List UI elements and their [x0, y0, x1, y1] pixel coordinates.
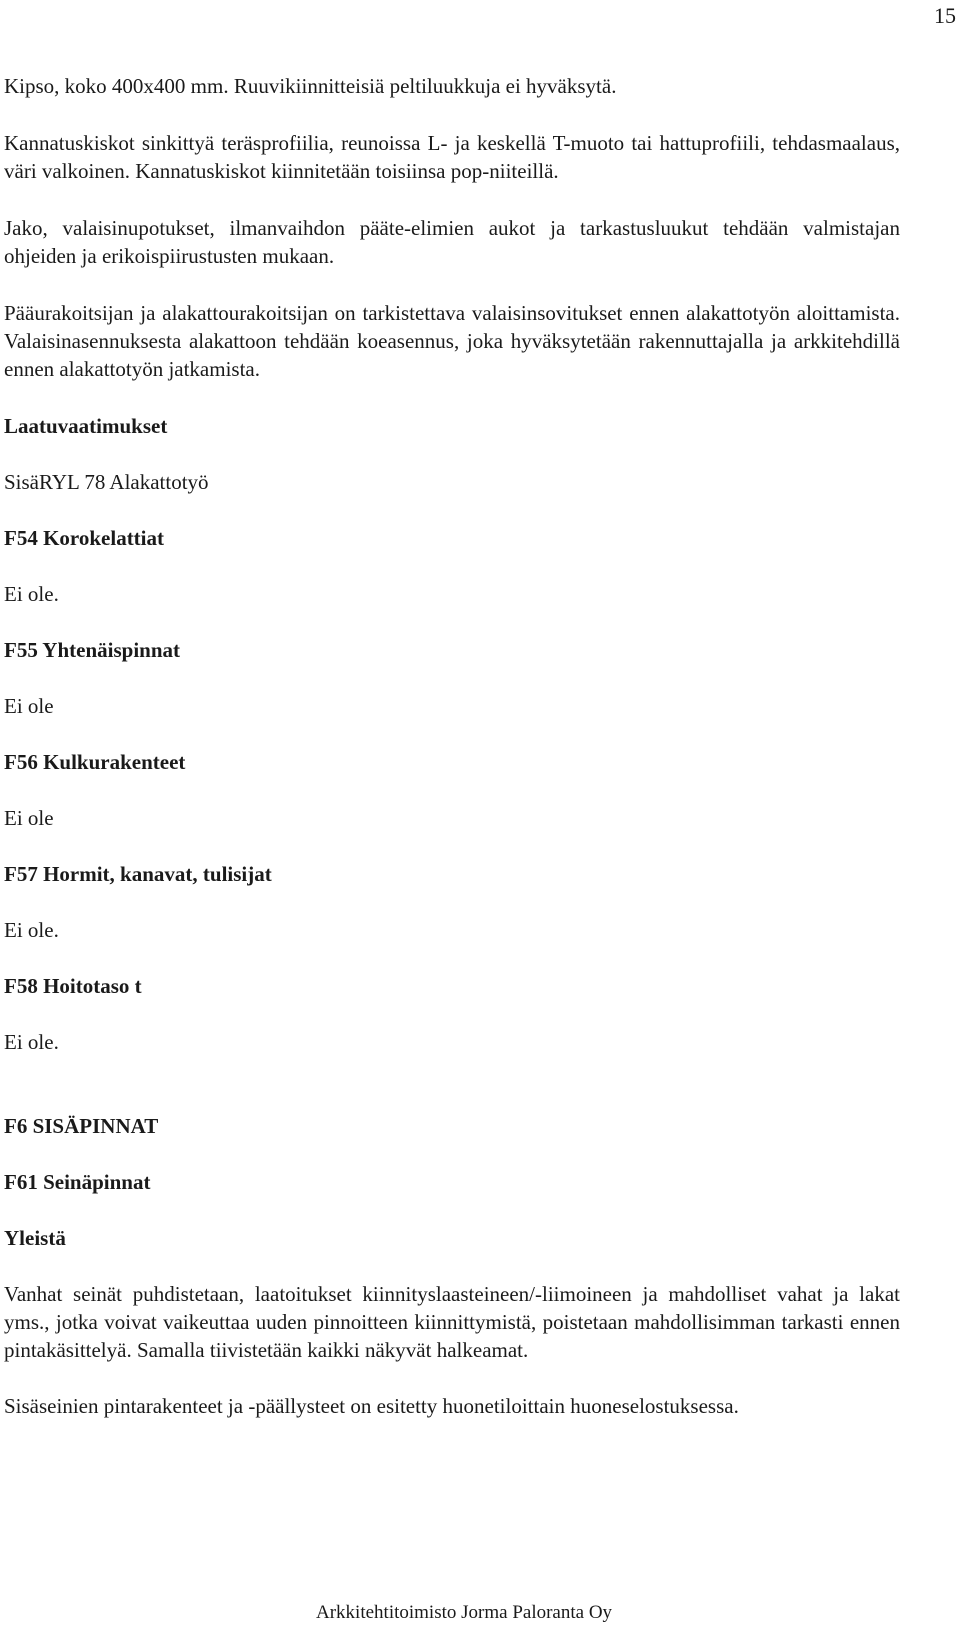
- paragraph-kipso: Kipso, koko 400x400 mm. Ruuvikiinnitteisiä peltiluukkuja ei hyväksytä.: [4, 74, 617, 98]
- section-text-f55: Ei ole: [4, 694, 54, 718]
- section-heading-f61: F61 Seinäpinnat: [4, 1170, 151, 1194]
- paragraph-vanhat-seinat: Vanhat seinät puhdistetaan, laatoitukset kiinnityslaasteineen/-liimoineen ja mahdolliset vahat ja lakat yms., jotka voivat vaikeuttaa uuden pinnoitteen kiinnittymistä, poistetaan mahdollisimman tarkasti ennen pintakäsittelyä. Samalla tiivistetään kaikki näkyvät halkeamat.: [4, 1282, 900, 1362]
- reference-sisaryl: SisäRYL 78 Alakattotyö: [4, 470, 209, 494]
- paragraph-sisaseinien: Sisäseinien pintarakenteet ja -päällysteet on esitetty huonetiloittain huoneselostuksessa.: [4, 1394, 739, 1418]
- chapter-heading-f6: F6 SISÄPINNAT: [4, 1114, 159, 1138]
- paragraph-paaurakoitsijan: Pääurakoitsijan ja alakattourakoitsijan on tarkistettava valaisinsovitukset ennen alakattotyön aloittamista. Valaisinasennuksesta alakattoon tehdään koeasennus, joka hyväksytetään rakennuttajalla ja arkkitehdillä ennen alakattotyön jatkamista.: [4, 301, 900, 381]
- paragraph-kannatuskiskot: Kannatuskiskot sinkittyä teräsprofiilia, reunoissa L- ja keskellä T-muoto tai hattuprofiili, tehdasmaalaus, väri valkoinen. Kannatuskiskot kiinnitetään toisiinsa pop-niiteillä.: [4, 131, 900, 183]
- section-heading-f58: F58 Hoitotaso t: [4, 974, 142, 998]
- paragraph-jako: Jako, valaisinupotukset, ilmanvaihdon pääte-elimien aukot ja tarkastusluukut tehdään valmistajan ohjeiden ja erikoispiirustusten mukaan.: [4, 216, 900, 268]
- section-text-f56: Ei ole: [4, 806, 54, 830]
- section-heading-f55: F55 Yhtenäispinnat: [4, 638, 181, 662]
- page-number: 15: [934, 3, 956, 28]
- section-text-f58: Ei ole.: [4, 1030, 59, 1054]
- section-heading-f54: F54 Korokelattiat: [4, 526, 165, 550]
- section-text-f57: Ei ole.: [4, 918, 59, 942]
- document-body: [4, 72, 900, 1420]
- section-heading-f56: F56 Kulkurakenteet: [4, 750, 186, 774]
- section-heading-f57: F57 Hormit, kanavat, tulisijat: [4, 862, 272, 886]
- section-heading-laatuvaatimukset: Laatuvaatimukset: [4, 414, 168, 438]
- section-text-f54: Ei ole.: [4, 582, 59, 606]
- footer-company: Arkkitehtitoimisto Jorma Paloranta Oy: [316, 1602, 613, 1623]
- subheading-yleista: Yleistä: [4, 1226, 66, 1250]
